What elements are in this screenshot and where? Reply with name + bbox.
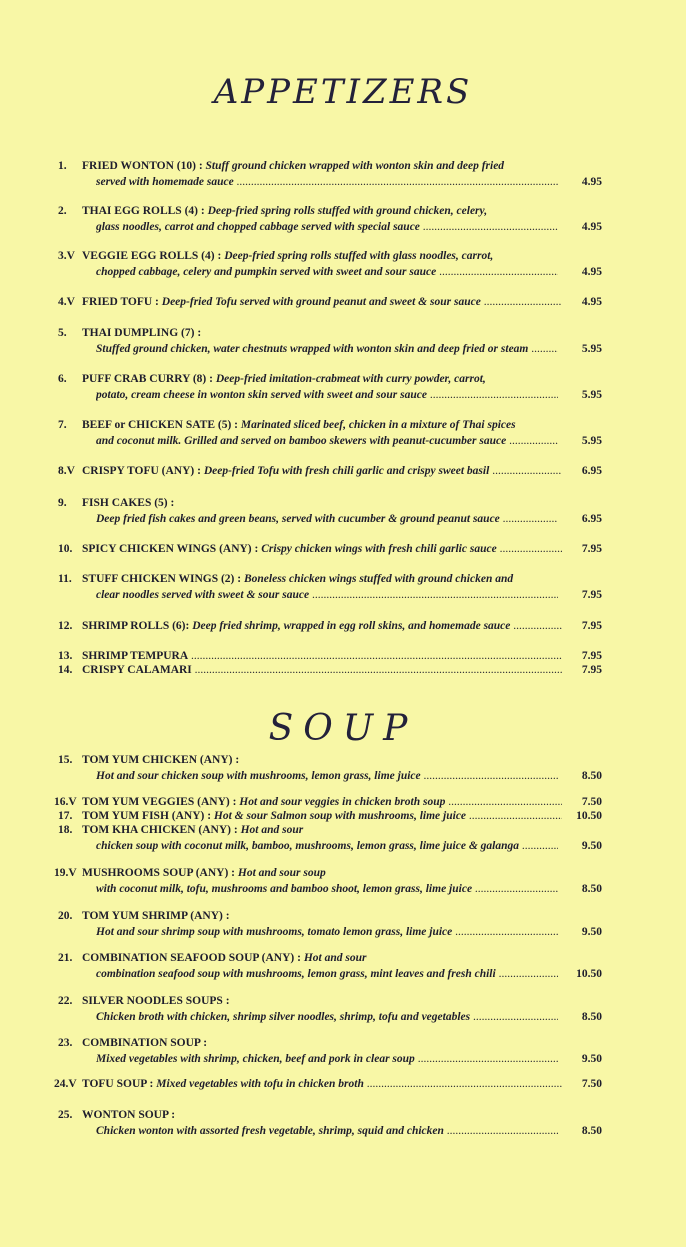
item-description: Hot and sour chicken soup with mushrooms, lemon grass, lime juice (96, 770, 421, 782)
item-name: SPICY CHICKEN WINGS (ANY) : (82, 543, 259, 555)
item-description: Crispy chicken wings with fresh chili garlic sauce (261, 543, 497, 555)
item-number: 4.V (58, 296, 75, 308)
item-description: glass noodles, carrot and chopped cabbage served with special sauce (96, 221, 420, 233)
item-description: combination seafood soup with mushrooms, lemon grass, mint leaves and fresh chili (96, 968, 496, 980)
item-number: 8.V (58, 465, 75, 477)
item-description: Mixed vegetables with tofu in chicken broth (156, 1078, 364, 1090)
item-description: Hot & sour Salmon soup with mushrooms, lime juice (213, 810, 467, 822)
item-description: Marinated sliced beef, chicken in a mixture of Thai spices (240, 419, 516, 431)
item-name: WONTON SOUP : (82, 1109, 176, 1121)
item-number: 25. (58, 1109, 73, 1121)
item-price: 6.95 (581, 465, 602, 477)
item-number: 15. (58, 754, 73, 766)
item-name: TOM YUM FISH (ANY) : (82, 810, 212, 822)
item-price: 7.50 (581, 796, 602, 808)
item-description: Hot and sour veggies in chicken broth soup (239, 796, 446, 808)
item-price: 7.95 (581, 589, 602, 601)
item-price: 4.95 (581, 266, 602, 278)
item-description: chopped cabbage, celery and pumpkin served with sweet and sour sauce (96, 266, 437, 278)
item-price: 4.95 (581, 176, 602, 188)
item-description: Mixed vegetables with shrimp, chicken, beef and pork in clear soup (96, 1053, 415, 1065)
item-number: 21. (58, 952, 73, 964)
item-description: Deep-fried imitation-crabmeat with curry powder, carrot, (215, 373, 486, 385)
item-name: TOM YUM CHICKEN (ANY) : (82, 754, 240, 766)
item-description: Deep fried fish cakes and green beans, served with cucumber & ground peanut sauce (96, 513, 500, 525)
item-number: 18. (58, 824, 73, 836)
item-price: 10.50 (576, 810, 602, 822)
item-name: VEGGIE EGG ROLLS (4) : (82, 250, 222, 262)
item-name: SILVER NOODLES SOUPS : (82, 995, 230, 1007)
item-price: 5.95 (581, 389, 602, 401)
item-number: 22. (58, 995, 73, 1007)
item-name: CRISPY CALAMARI (82, 664, 192, 676)
item-name: SHRIMP ROLLS (6): (82, 620, 190, 632)
appetizers-heading: APPETIZERS (213, 72, 473, 112)
item-description: Boneless chicken wings stuffed with ground chicken and (243, 573, 514, 585)
item-price: 7.50 (581, 1078, 602, 1090)
item-description: Hot and sour soup (237, 867, 326, 879)
item-description: Deep-fried spring rolls stuffed with ground chicken, celery, (207, 205, 488, 217)
item-number: 23. (58, 1037, 73, 1049)
item-description: Chicken wonton with assorted fresh vegetable, shrimp, squid and chicken (96, 1125, 444, 1137)
item-description: Deep fried shrimp, wrapped in egg roll skins, and homemade sauce (192, 620, 511, 632)
item-name: THAI EGG ROLLS (4) : (82, 205, 205, 217)
item-number: 6. (58, 373, 67, 385)
item-name: FISH CAKES (5) : (82, 497, 175, 509)
item-price: 7.95 (581, 664, 602, 676)
item-description: served with homemade sauce (96, 176, 234, 188)
item-price: 6.95 (581, 513, 602, 525)
item-number: 20. (58, 910, 73, 922)
item-name: CRISPY TOFU (ANY) : (82, 465, 201, 477)
item-name: TOM YUM VEGGIES (ANY) : (82, 796, 237, 808)
item-number: 12. (58, 620, 73, 632)
item-description: Deep-fried spring rolls stuffed with glass noodles, carrot, (224, 250, 494, 262)
item-price: 8.50 (581, 770, 602, 782)
item-price: 5.95 (581, 435, 602, 447)
item-price: 9.50 (581, 840, 602, 852)
item-number: 9. (58, 497, 67, 509)
item-price: 4.95 (581, 221, 602, 233)
item-number: 17. (58, 810, 73, 822)
item-description: with coconut milk, tofu, mushrooms and bamboo shoot, lemon grass, lime juice (96, 883, 473, 895)
item-price: 7.95 (581, 620, 602, 632)
item-number: 19.V (54, 867, 77, 879)
item-description: potato, cream cheese in wonton skin served with sweet and sour sauce (96, 389, 427, 401)
item-name: STUFF CHICKEN WINGS (2) : (82, 573, 242, 585)
item-number: 11. (58, 573, 72, 585)
item-price: 9.50 (581, 1053, 602, 1065)
item-number: 7. (58, 419, 67, 431)
item-price: 8.50 (581, 1125, 602, 1137)
item-price: 4.95 (581, 296, 602, 308)
item-number: 13. (58, 650, 73, 662)
item-name: FRIED TOFU : (82, 296, 159, 308)
item-name: MUSHROOMS SOUP (ANY) : (82, 867, 236, 879)
item-name: TOFU SOUP : (82, 1078, 154, 1090)
item-description: Stuffed ground chicken, water chestnuts wrapped with wonton skin and deep fried or steam (96, 343, 529, 355)
item-description: Stuff ground chicken wrapped with wonton skin and deep fried (205, 160, 505, 172)
item-name: THAI DUMPLING (7) : (82, 327, 202, 339)
item-name: COMBINATION SEAFOOD SOUP (ANY) : (82, 952, 301, 964)
item-number: 1. (58, 160, 67, 172)
item-description: Chicken broth with chicken, shrimp silver noodles, shrimp, tofu and vegetables (96, 1011, 471, 1023)
item-description: Deep-fried Tofu served with ground peanut and sweet & sour sauce (161, 296, 481, 308)
item-description: Hot and sour shrimp soup with mushrooms, tomato lemon grass, lime juice (96, 926, 453, 938)
item-name: COMBINATION SOUP : (82, 1037, 208, 1049)
item-number: 5. (58, 327, 67, 339)
item-number: 2. (58, 205, 67, 217)
item-price: 10.50 (576, 968, 602, 980)
item-name: BEEF or CHICKEN SATE (5) : (82, 419, 239, 431)
item-price: 9.50 (581, 926, 602, 938)
item-description: Hot and sour (303, 952, 367, 964)
item-price: 8.50 (581, 1011, 602, 1023)
item-price: 8.50 (581, 883, 602, 895)
item-name: TOM KHA CHICKEN (ANY) : (82, 824, 238, 836)
item-price: 7.95 (581, 543, 602, 555)
item-description: Hot and sour (240, 824, 304, 836)
item-price: 5.95 (581, 343, 602, 355)
soup-heading: SOUP (268, 708, 418, 749)
item-name: FRIED WONTON (10) : (82, 160, 203, 172)
item-number: 16.V (54, 796, 77, 808)
item-description: chicken soup with coconut milk, bamboo, mushrooms, lemon grass, lime juice & galanga (96, 840, 519, 852)
item-description: Deep-fried Tofu with fresh chili garlic and crispy sweet basil (203, 465, 490, 477)
item-name: PUFF CRAB CURRY (8) : (82, 373, 213, 385)
item-name: SHRIMP TEMPURA (82, 650, 189, 662)
item-number: 3.V (58, 250, 75, 262)
item-number: 24.V (54, 1078, 77, 1090)
item-description: clear noodles served with sweet & sour sauce (96, 589, 310, 601)
item-price: 7.95 (581, 650, 602, 662)
item-description: and coconut milk. Grilled and served on bamboo skewers with peanut-cucumber sauce (96, 435, 507, 447)
item-number: 10. (58, 543, 73, 555)
item-name: TOM YUM SHRIMP (ANY) : (82, 910, 230, 922)
item-number: 14. (58, 664, 73, 676)
